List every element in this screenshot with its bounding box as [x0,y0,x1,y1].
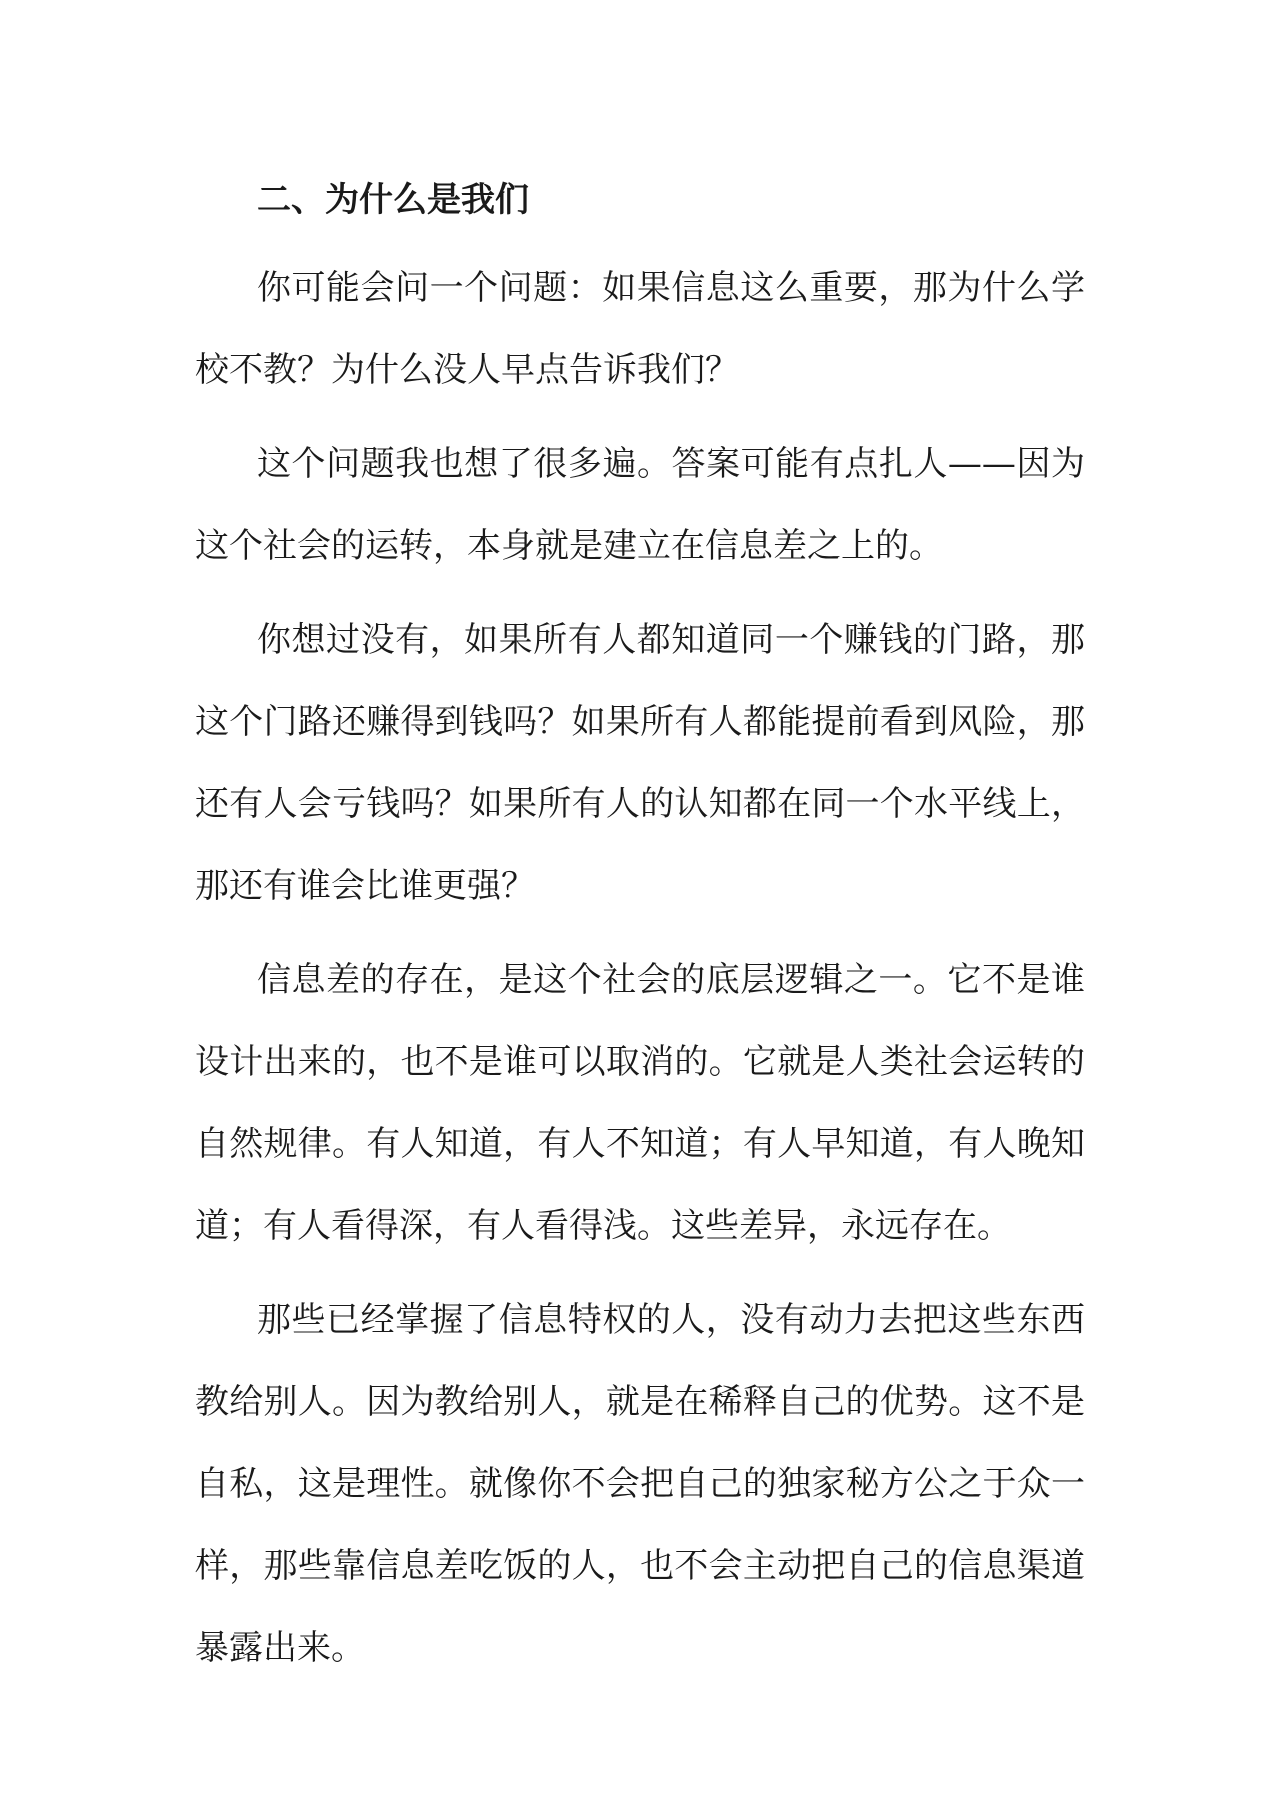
page-body [195,165,1085,1689]
paragraph-5: 那些已经掌握了信息特权的人，没有动力去把这些东西教给别人。因为教给别人，就是在稀释自己的优势。这不是自私，这是理性。就像你不会把自己的独家秘方公之于众一样，那些靠信息差吃饭的人，也不会主动把自己的信息渠道暴露出来。 [195,1300,1085,1668]
section-heading: 二、为什么是我们 [257,180,529,220]
paragraph-1: 你可能会问一个问题：如果信息这么重要，那为什么学校不教？为什么没人早点告诉我们？ [195,268,1085,390]
paragraph-3: 你想过没有，如果所有人都知道同一个赚钱的门路，那这个门路还赚得到钱吗？如果所有人都能提前看到风险，那还有人会亏钱吗？如果所有人的认知都在同一个水平线上，那还有谁会比谁更强？ [195,620,1085,906]
paragraph-4: 信息差的存在，是这个社会的底层逻辑之一。它不是谁设计出来的，也不是谁可以取消的。它就是人类社会运转的自然规律。有人知道，有人不知道；有人早知道，有人晚知道；有人看得深，有人看得浅。这些差异，永远存在。 [195,960,1085,1246]
paragraph-2: 这个问题我也想了很多遍。答案可能有点扎人——因为这个社会的运转，本身就是建立在信息差之上的。 [195,444,1085,566]
